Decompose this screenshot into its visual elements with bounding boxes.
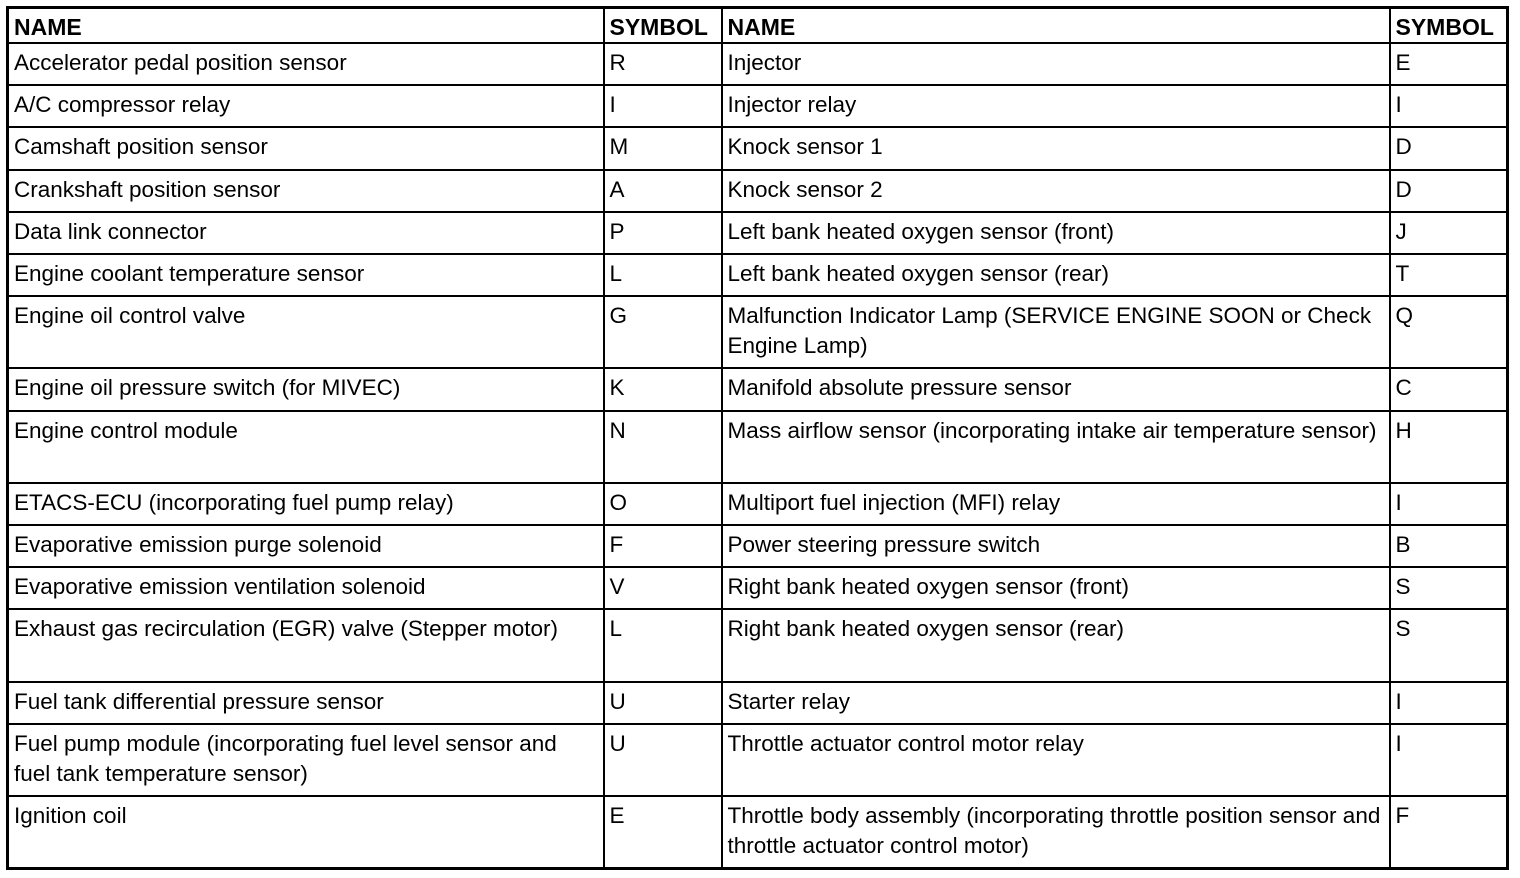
- left-name-cell: Engine control module: [8, 411, 604, 483]
- right-symbol-cell: S: [1390, 609, 1508, 681]
- left-symbol-cell: E: [604, 796, 722, 868]
- left-symbol-cell: P: [604, 212, 722, 254]
- table-row: [8, 724, 1508, 796]
- right-symbol-cell: C: [1390, 368, 1508, 410]
- table-row: [8, 609, 1508, 681]
- left-name-cell: Fuel tank differential pressure sensor: [8, 682, 604, 724]
- right-symbol-cell: I: [1390, 682, 1508, 724]
- right-name-cell: Left bank heated oxygen sensor (front): [722, 212, 1390, 254]
- right-symbol-cell: I: [1390, 724, 1508, 796]
- table-row: [8, 43, 1508, 85]
- right-name-cell: Injector: [722, 43, 1390, 85]
- table-row: [8, 567, 1508, 609]
- table-row: [8, 682, 1508, 724]
- table-row: [8, 411, 1508, 483]
- right-symbol-cell: F: [1390, 796, 1508, 868]
- right-name-cell: Knock sensor 2: [722, 170, 1390, 212]
- right-name-cell: Throttle body assembly (incorporating throttle position sensor and throttle actuator control motor): [722, 796, 1390, 868]
- left-name-cell: Evaporative emission purge solenoid: [8, 525, 604, 567]
- table-row: [8, 85, 1508, 127]
- right-name-cell: Throttle actuator control motor relay: [722, 724, 1390, 796]
- right-symbol-cell: J: [1390, 212, 1508, 254]
- left-symbol-cell: L: [604, 609, 722, 681]
- table-row: [8, 483, 1508, 525]
- table-row: [8, 212, 1508, 254]
- right-symbol-cell: E: [1390, 43, 1508, 85]
- left-name-cell: Ignition coil: [8, 796, 604, 868]
- right-name-cell: Right bank heated oxygen sensor (rear): [722, 609, 1390, 681]
- left-symbol-cell: O: [604, 483, 722, 525]
- left-name-cell: Exhaust gas recirculation (EGR) valve (Stepper motor): [8, 609, 604, 681]
- right-symbol-cell: H: [1390, 411, 1508, 483]
- component-location-table: [6, 6, 1509, 870]
- left-name-cell: Accelerator pedal position sensor: [8, 43, 604, 85]
- right-name-cell: Manifold absolute pressure sensor: [722, 368, 1390, 410]
- right-name-cell: Starter relay: [722, 682, 1390, 724]
- right-symbol-cell: T: [1390, 254, 1508, 296]
- right-name-cell: Knock sensor 1: [722, 127, 1390, 169]
- right-name-cell: Multiport fuel injection (MFI) relay: [722, 483, 1390, 525]
- left-name-cell: Fuel pump module (incorporating fuel level sensor and fuel tank temperature sensor): [8, 724, 604, 796]
- table-header-row: [8, 8, 1508, 44]
- table-row: [8, 525, 1508, 567]
- left-symbol-cell: F: [604, 525, 722, 567]
- header-name-right: NAME: [722, 8, 1390, 44]
- header-symbol-left: SYMBOL: [604, 8, 722, 44]
- right-name-cell: Mass airflow sensor (incorporating intake air temperature sensor): [722, 411, 1390, 483]
- table-row: [8, 170, 1508, 212]
- left-symbol-cell: U: [604, 682, 722, 724]
- right-name-cell: Malfunction Indicator Lamp (SERVICE ENGINE SOON or Check Engine Lamp): [722, 296, 1390, 368]
- right-symbol-cell: S: [1390, 567, 1508, 609]
- table-row: [8, 296, 1508, 368]
- table-row: [8, 127, 1508, 169]
- left-symbol-cell: A: [604, 170, 722, 212]
- right-symbol-cell: I: [1390, 85, 1508, 127]
- right-symbol-cell: D: [1390, 127, 1508, 169]
- left-symbol-cell: U: [604, 724, 722, 796]
- table-row: [8, 254, 1508, 296]
- left-symbol-cell: I: [604, 85, 722, 127]
- left-name-cell: ETACS-ECU (incorporating fuel pump relay): [8, 483, 604, 525]
- left-name-cell: Crankshaft position sensor: [8, 170, 604, 212]
- left-symbol-cell: G: [604, 296, 722, 368]
- right-name-cell: Left bank heated oxygen sensor (rear): [722, 254, 1390, 296]
- right-name-cell: Injector relay: [722, 85, 1390, 127]
- left-name-cell: Evaporative emission ventilation solenoid: [8, 567, 604, 609]
- right-symbol-cell: I: [1390, 483, 1508, 525]
- left-name-cell: Engine oil pressure switch (for MIVEC): [8, 368, 604, 410]
- left-name-cell: Data link connector: [8, 212, 604, 254]
- left-symbol-cell: L: [604, 254, 722, 296]
- header-name-left: NAME: [8, 8, 604, 44]
- left-symbol-cell: N: [604, 411, 722, 483]
- left-symbol-cell: R: [604, 43, 722, 85]
- right-name-cell: Power steering pressure switch: [722, 525, 1390, 567]
- left-name-cell: Camshaft position sensor: [8, 127, 604, 169]
- right-symbol-cell: D: [1390, 170, 1508, 212]
- right-name-cell: Right bank heated oxygen sensor (front): [722, 567, 1390, 609]
- table-row: [8, 368, 1508, 410]
- left-symbol-cell: V: [604, 567, 722, 609]
- header-symbol-right: SYMBOL: [1390, 8, 1508, 44]
- right-symbol-cell: Q: [1390, 296, 1508, 368]
- left-name-cell: Engine coolant temperature sensor: [8, 254, 604, 296]
- left-symbol-cell: K: [604, 368, 722, 410]
- left-symbol-cell: M: [604, 127, 722, 169]
- left-name-cell: Engine oil control valve: [8, 296, 604, 368]
- table-row: [8, 796, 1508, 868]
- left-name-cell: A/C compressor relay: [8, 85, 604, 127]
- right-symbol-cell: B: [1390, 525, 1508, 567]
